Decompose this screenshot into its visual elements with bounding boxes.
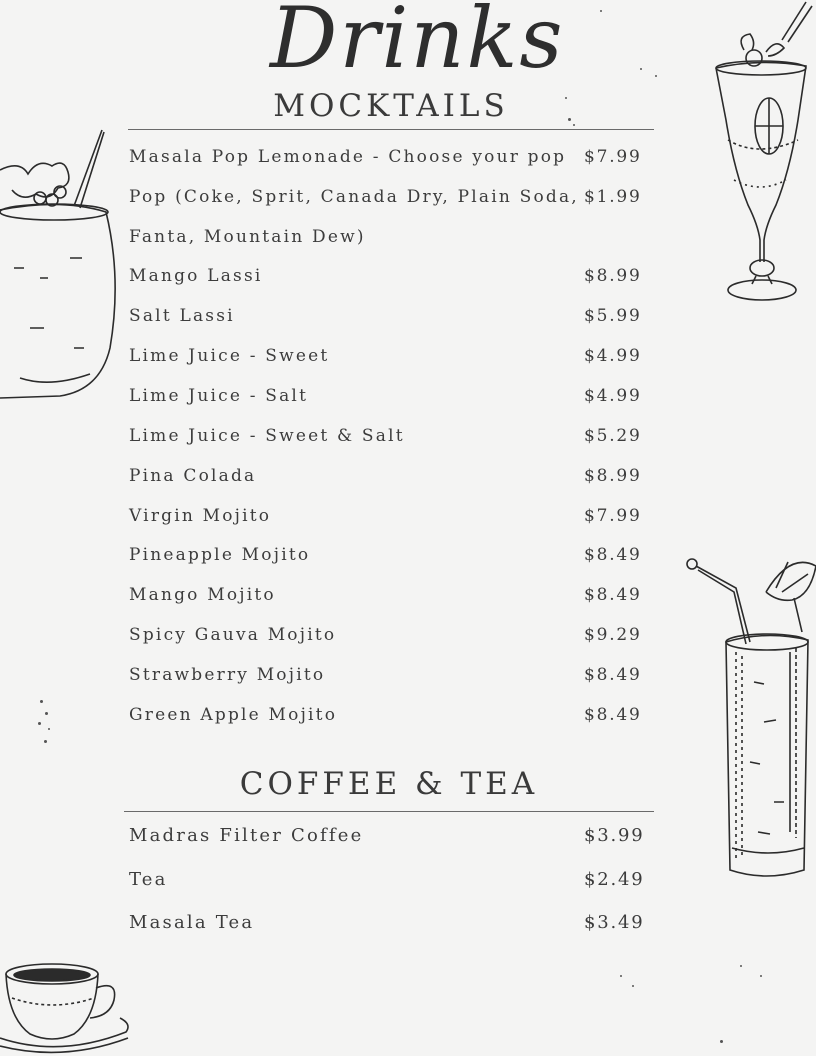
- ink-speck: [48, 728, 50, 730]
- coffee-tea-item-name: Madras Filter Coffee: [129, 825, 364, 846]
- mocktail-item-name: Salt Lassi: [129, 306, 235, 326]
- ink-speck: [655, 75, 657, 77]
- mocktail-item-price: $5.99: [584, 306, 642, 326]
- mocktail-item-price: $9.29: [584, 625, 642, 645]
- mocktail-item-name: Lime Juice - Salt: [129, 386, 309, 406]
- mocktail-item-price: $1.99: [584, 187, 642, 207]
- cocktail-glass-icon: [706, 0, 816, 305]
- coffee-tea-item-price: $2.49: [584, 869, 645, 890]
- ink-speck: [44, 740, 47, 743]
- mocktail-item-name: Strawberry Mojito: [129, 665, 326, 685]
- ink-speck: [720, 1040, 723, 1043]
- mocktail-item-price: $7.99: [584, 506, 642, 526]
- mocktail-item-name: Fanta, Mountain Dew): [129, 227, 366, 247]
- ink-speck: [740, 965, 742, 967]
- mocktail-item-price: $8.49: [584, 665, 642, 685]
- mocktail-item-name: Green Apple Mojito: [129, 705, 338, 725]
- mocktail-item-name: Mango Lassi: [129, 266, 263, 286]
- ink-speck: [632, 985, 634, 987]
- mocktail-item-price: $4.99: [584, 346, 642, 366]
- mocktail-item-name: Lime Juice - Sweet & Salt: [129, 426, 405, 446]
- mocktail-item-price: $8.49: [584, 705, 642, 725]
- ink-speck: [760, 975, 762, 977]
- coffee-tea-divider: [124, 811, 654, 812]
- ink-speck: [45, 712, 48, 715]
- mocktail-item-price: $8.99: [584, 466, 642, 486]
- coffee-tea-heading: COFFEE & TEA: [239, 766, 539, 802]
- mocktail-item-name: Pop (Coke, Sprit, Canada Dry, Plain Soda,: [129, 187, 579, 207]
- mocktail-item-name: Masala Pop Lemonade - Choose your pop: [129, 147, 567, 167]
- ink-speck: [40, 700, 43, 703]
- mocktail-item-price: $5.29: [584, 426, 642, 446]
- ink-speck: [640, 68, 642, 70]
- mocktail-item-price: $4.99: [584, 386, 642, 406]
- mocktail-item-price: $8.99: [584, 266, 642, 286]
- mocktail-item-name: Pineapple Mojito: [129, 545, 311, 565]
- mocktail-item-price: $7.99: [584, 147, 642, 167]
- page-title: Drinks: [270, 0, 565, 87]
- teacup-icon: [0, 958, 132, 1056]
- mocktail-item-price: $8.49: [584, 545, 642, 565]
- mocktail-item-name: Pina Colada: [129, 466, 257, 486]
- ink-speck: [38, 722, 41, 725]
- coffee-tea-item-name: Masala Tea: [129, 912, 255, 933]
- mocktails-heading: MOCKTAILS: [273, 88, 509, 124]
- copper-mug-icon: [0, 128, 125, 403]
- coffee-tea-item-name: Tea: [129, 869, 168, 890]
- coffee-tea-item-price: $3.99: [584, 825, 645, 846]
- highball-glass-icon: [684, 552, 816, 882]
- ink-speck: [600, 10, 602, 12]
- mocktail-item-name: Virgin Mojito: [129, 506, 272, 526]
- mocktail-item-name: Spicy Gauva Mojito: [129, 625, 337, 645]
- mocktail-item-price: $8.49: [584, 585, 642, 605]
- mocktail-item-name: Mango Mojito: [129, 585, 276, 605]
- ink-speck: [620, 975, 622, 977]
- coffee-tea-item-price: $3.49: [584, 912, 645, 933]
- mocktails-divider: [128, 129, 654, 130]
- mocktail-item-name: Lime Juice - Sweet: [129, 346, 330, 366]
